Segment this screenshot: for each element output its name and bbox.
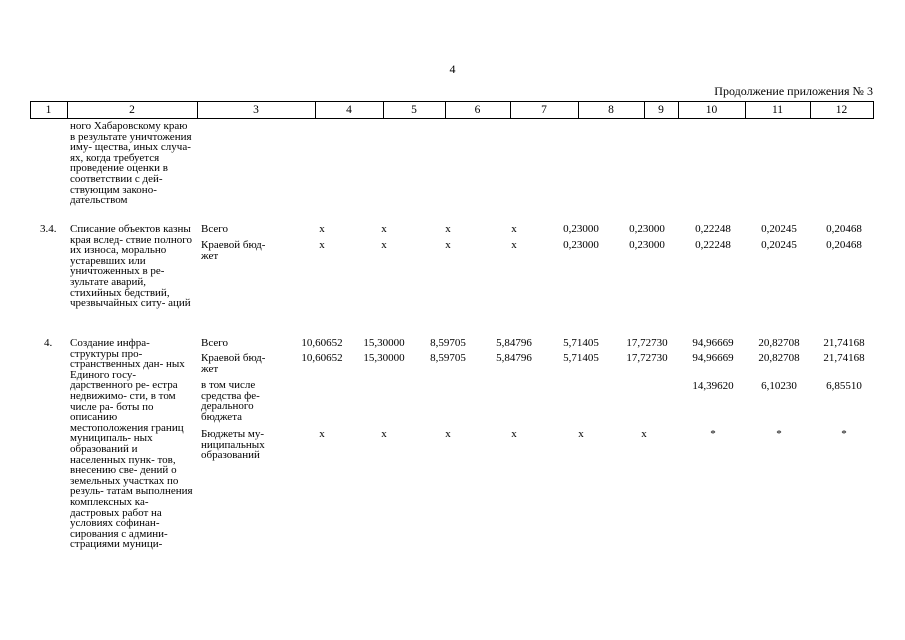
row-cont-name: ного Хабаровскому краю в результате уничтожения иму- щества, иных случа- ях, когда требуется проведение оценки в соответствии с дей- ствующим законо- дательством	[70, 120, 192, 207]
row-3-4-total-c5: x	[381, 223, 387, 235]
row-3-4-source-regional: Краевой бюд- жет	[201, 239, 266, 262]
col-header-12: 12	[835, 104, 848, 116]
row-3-4-regional-c11: 0,20245	[761, 239, 797, 251]
col-header-5: 5	[411, 104, 417, 116]
row-4-total-c12: 21,74168	[823, 337, 865, 349]
col-header-11: 11	[771, 104, 784, 116]
row-3-4-total-c11: 0,20245	[761, 223, 797, 235]
row-4-total-c10: 94,96669	[692, 337, 734, 349]
col-header-2: 2	[129, 104, 135, 116]
page-number: 4	[449, 62, 456, 76]
row-4-total-c7: 5,84796	[496, 337, 532, 349]
col-header-10: 10	[705, 104, 718, 116]
row-3-4-total-c6: x	[445, 223, 451, 235]
row-3-4-name: Списание объектов казны края вслед- ствие полного их износа, морально устаревших или уничтоженных в ре- зультате аварий, стихийных бедствий, чрезвычайных ситу- аций	[70, 223, 193, 310]
row-4-source-federal: в том числе средства фе- дерального бюджета	[201, 379, 260, 423]
row-4-municipal-c8: x	[578, 428, 584, 440]
row-4-source-municipal: Бюджеты му- ниципальных образований	[201, 428, 265, 462]
row-4-regional-c12: 21,74168	[823, 352, 865, 364]
col-header-4: 4	[346, 104, 352, 116]
row-4-municipal-c7: x	[511, 428, 517, 440]
row-3-4-total-c10: 0,22248	[695, 223, 731, 235]
row-4-federal-c11: 6,10230	[761, 380, 797, 392]
row-4-regional-c10: 94,96669	[692, 352, 734, 364]
row-3-4-regional-c7: x	[511, 239, 517, 251]
row-3-4-regional-c4: x	[319, 239, 325, 251]
row-4-federal-c10: 14,39620	[692, 380, 734, 392]
row-4-regional-c9: 17,72730	[626, 352, 668, 364]
row-3-4-regional-c6: x	[445, 239, 451, 251]
row-3-4-regional-c8: 0,23000	[563, 239, 599, 251]
row-4-municipal-c4: x	[319, 428, 325, 440]
row-3-4-regional-c9: 0,23000	[629, 239, 665, 251]
row-3-4-total-c8: 0,23000	[563, 223, 599, 235]
row-4-regional-c7: 5,84796	[496, 352, 532, 364]
row-4-municipal-c9: x	[641, 428, 647, 440]
row-4-total-c5: 15,30000	[363, 337, 405, 349]
row-3-4-total-c12: 0,20468	[826, 223, 862, 235]
row-4-total-c11: 20,82708	[758, 337, 800, 349]
row-3-4-number: 3.4.	[40, 223, 57, 235]
col-header-8: 8	[608, 104, 614, 116]
row-4-municipal-c12: *	[841, 428, 847, 440]
col-header-6: 6	[474, 104, 481, 116]
row-3-4-source-total: Всего	[201, 223, 228, 235]
row-3-4-total-c4: x	[319, 223, 325, 235]
row-3-4-total-c7: x	[511, 223, 517, 235]
row-4-regional-c4: 10,60652	[301, 352, 343, 364]
row-3-4-total-c9: 0,23000	[629, 223, 665, 235]
row-3-4-regional-c10: 0,22248	[695, 239, 731, 251]
row-4-federal-c12: 6,85510	[826, 380, 862, 392]
row-4-source-total: Всего	[201, 337, 228, 349]
col-header-1: 1	[45, 104, 52, 116]
row-4-total-c9: 17,72730	[626, 337, 668, 349]
row-4-regional-c5: 15,30000	[363, 352, 405, 364]
row-4-municipal-c5: x	[381, 428, 387, 440]
row-4-total-c4: 10,60652	[301, 337, 343, 349]
row-3-4-regional-c12: 0,20468	[826, 239, 862, 251]
row-4-regional-c11: 20,82708	[758, 352, 800, 364]
row-3-4-regional-c5: x	[381, 239, 387, 251]
row-4-municipal-c11: *	[776, 428, 782, 440]
col-header-7: 7	[541, 104, 547, 116]
col-header-3: 3	[253, 104, 259, 116]
row-4-municipal-c10: *	[710, 428, 716, 440]
col-header-9: 9	[658, 104, 664, 116]
table-header	[30, 101, 874, 119]
row-4-total-c6: 8,59705	[430, 337, 466, 349]
row-4-name: Создание инфра- структуры про- странственных дан- ных Единого госу- дарственного ре- естра недвижимо- сти, в том числе ра- боты по описанию местоположения границ муниципаль- ных образований и населенных пунк- тов, внесению све- дений о земельных участках по резуль- татам выполнения комплексных ка- дастровых работ на условиях софинан- сирования с админи- страциями муници-	[70, 337, 193, 551]
row-4-regional-c8: 5,71405	[563, 352, 599, 364]
continuation-note: Продолжение приложения № 3	[714, 84, 873, 98]
row-4-regional-c6: 8,59705	[430, 352, 466, 364]
row-4-source-regional: Краевой бюд- жет	[201, 352, 266, 375]
row-4-total-c8: 5,71405	[563, 337, 599, 349]
row-4-number: 4.	[44, 337, 53, 349]
row-4-municipal-c6: x	[445, 428, 451, 440]
